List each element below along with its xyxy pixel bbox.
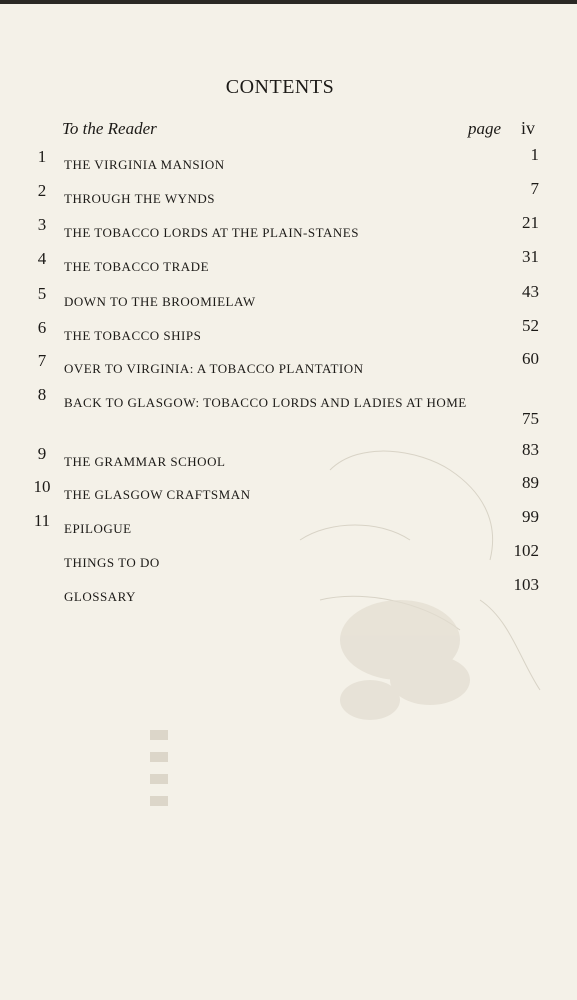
chapter-page: 21	[522, 213, 539, 232]
chapter-number: 4	[37, 249, 47, 268]
chapter-page: 83	[522, 440, 539, 459]
chapter-title: OVER TO VIRGINIA: A TOBACCO PLANTATION	[64, 361, 364, 376]
chapter-title: BACK TO GLASGOW: TOBACCO LORDS AND LADIES AT HOME	[64, 395, 467, 410]
page-top-edge	[0, 0, 577, 4]
toc-entry	[0, 473, 577, 502]
chapter-page: 43	[522, 282, 539, 301]
chapter-title: EPILOGUE	[64, 521, 132, 536]
chapter-number: 2	[37, 181, 47, 200]
chapter-number: 5	[37, 284, 47, 303]
to-the-reader-page: iv	[521, 118, 536, 138]
chapter-number: 3	[37, 215, 47, 234]
chapter-title: THE TOBACCO LORDS AT THE PLAIN-STANES	[64, 225, 359, 240]
chapter-number: 9	[37, 444, 47, 463]
chapter-page: 7	[530, 179, 539, 198]
chapter-title: THROUGH THE WYNDS	[64, 191, 216, 206]
chapter-number: 6	[37, 318, 47, 337]
toc-entry	[0, 440, 577, 469]
to-the-reader-label: To the Reader	[62, 119, 157, 138]
toc-entry	[0, 247, 577, 274]
chapter-number: 1	[37, 147, 47, 166]
chapter-page: 89	[522, 473, 539, 492]
chapter-number: 11	[33, 511, 51, 530]
toc-entry	[0, 575, 577, 604]
chapter-page: 102	[513, 541, 539, 560]
chapter-title: THINGS TO DO	[64, 555, 160, 570]
toc-entry	[0, 385, 577, 428]
chapter-title: DOWN TO THE BROOMIELAW	[64, 294, 256, 309]
chapter-title: THE TOBACCO TRADE	[64, 259, 210, 274]
chapter-number: 8	[37, 385, 47, 404]
chapter-page: 60	[522, 349, 539, 368]
chapter-title: THE TOBACCO SHIPS	[64, 328, 202, 343]
toc-entry	[0, 145, 577, 172]
chapter-page: 75	[522, 409, 539, 428]
toc-entry	[0, 179, 577, 206]
chapter-page: 31	[522, 247, 539, 266]
page-column-label: page	[468, 119, 502, 138]
chapter-page: 52	[522, 316, 539, 335]
chapter-page: 103	[513, 575, 539, 594]
toc-entry	[0, 541, 577, 570]
toc-entry	[0, 349, 577, 376]
chapter-title: GLOSSARY	[64, 589, 136, 604]
chapter-number: 10	[33, 477, 51, 496]
chapter-title: THE VIRGINIA MANSION	[64, 157, 225, 172]
toc-entry	[0, 507, 577, 536]
chapter-title: THE GLASGOW CRAFTSMAN	[64, 487, 251, 502]
chapter-page: 1	[530, 145, 539, 164]
chapter-title: THE GRAMMAR SCHOOL	[64, 454, 226, 469]
chapter-number: 7	[37, 351, 47, 370]
contents-heading: CONTENTS	[225, 76, 335, 98]
toc-entry	[0, 213, 577, 240]
toc-entry	[0, 282, 577, 309]
chapter-page: 99	[522, 507, 539, 526]
toc-entry	[0, 316, 577, 343]
